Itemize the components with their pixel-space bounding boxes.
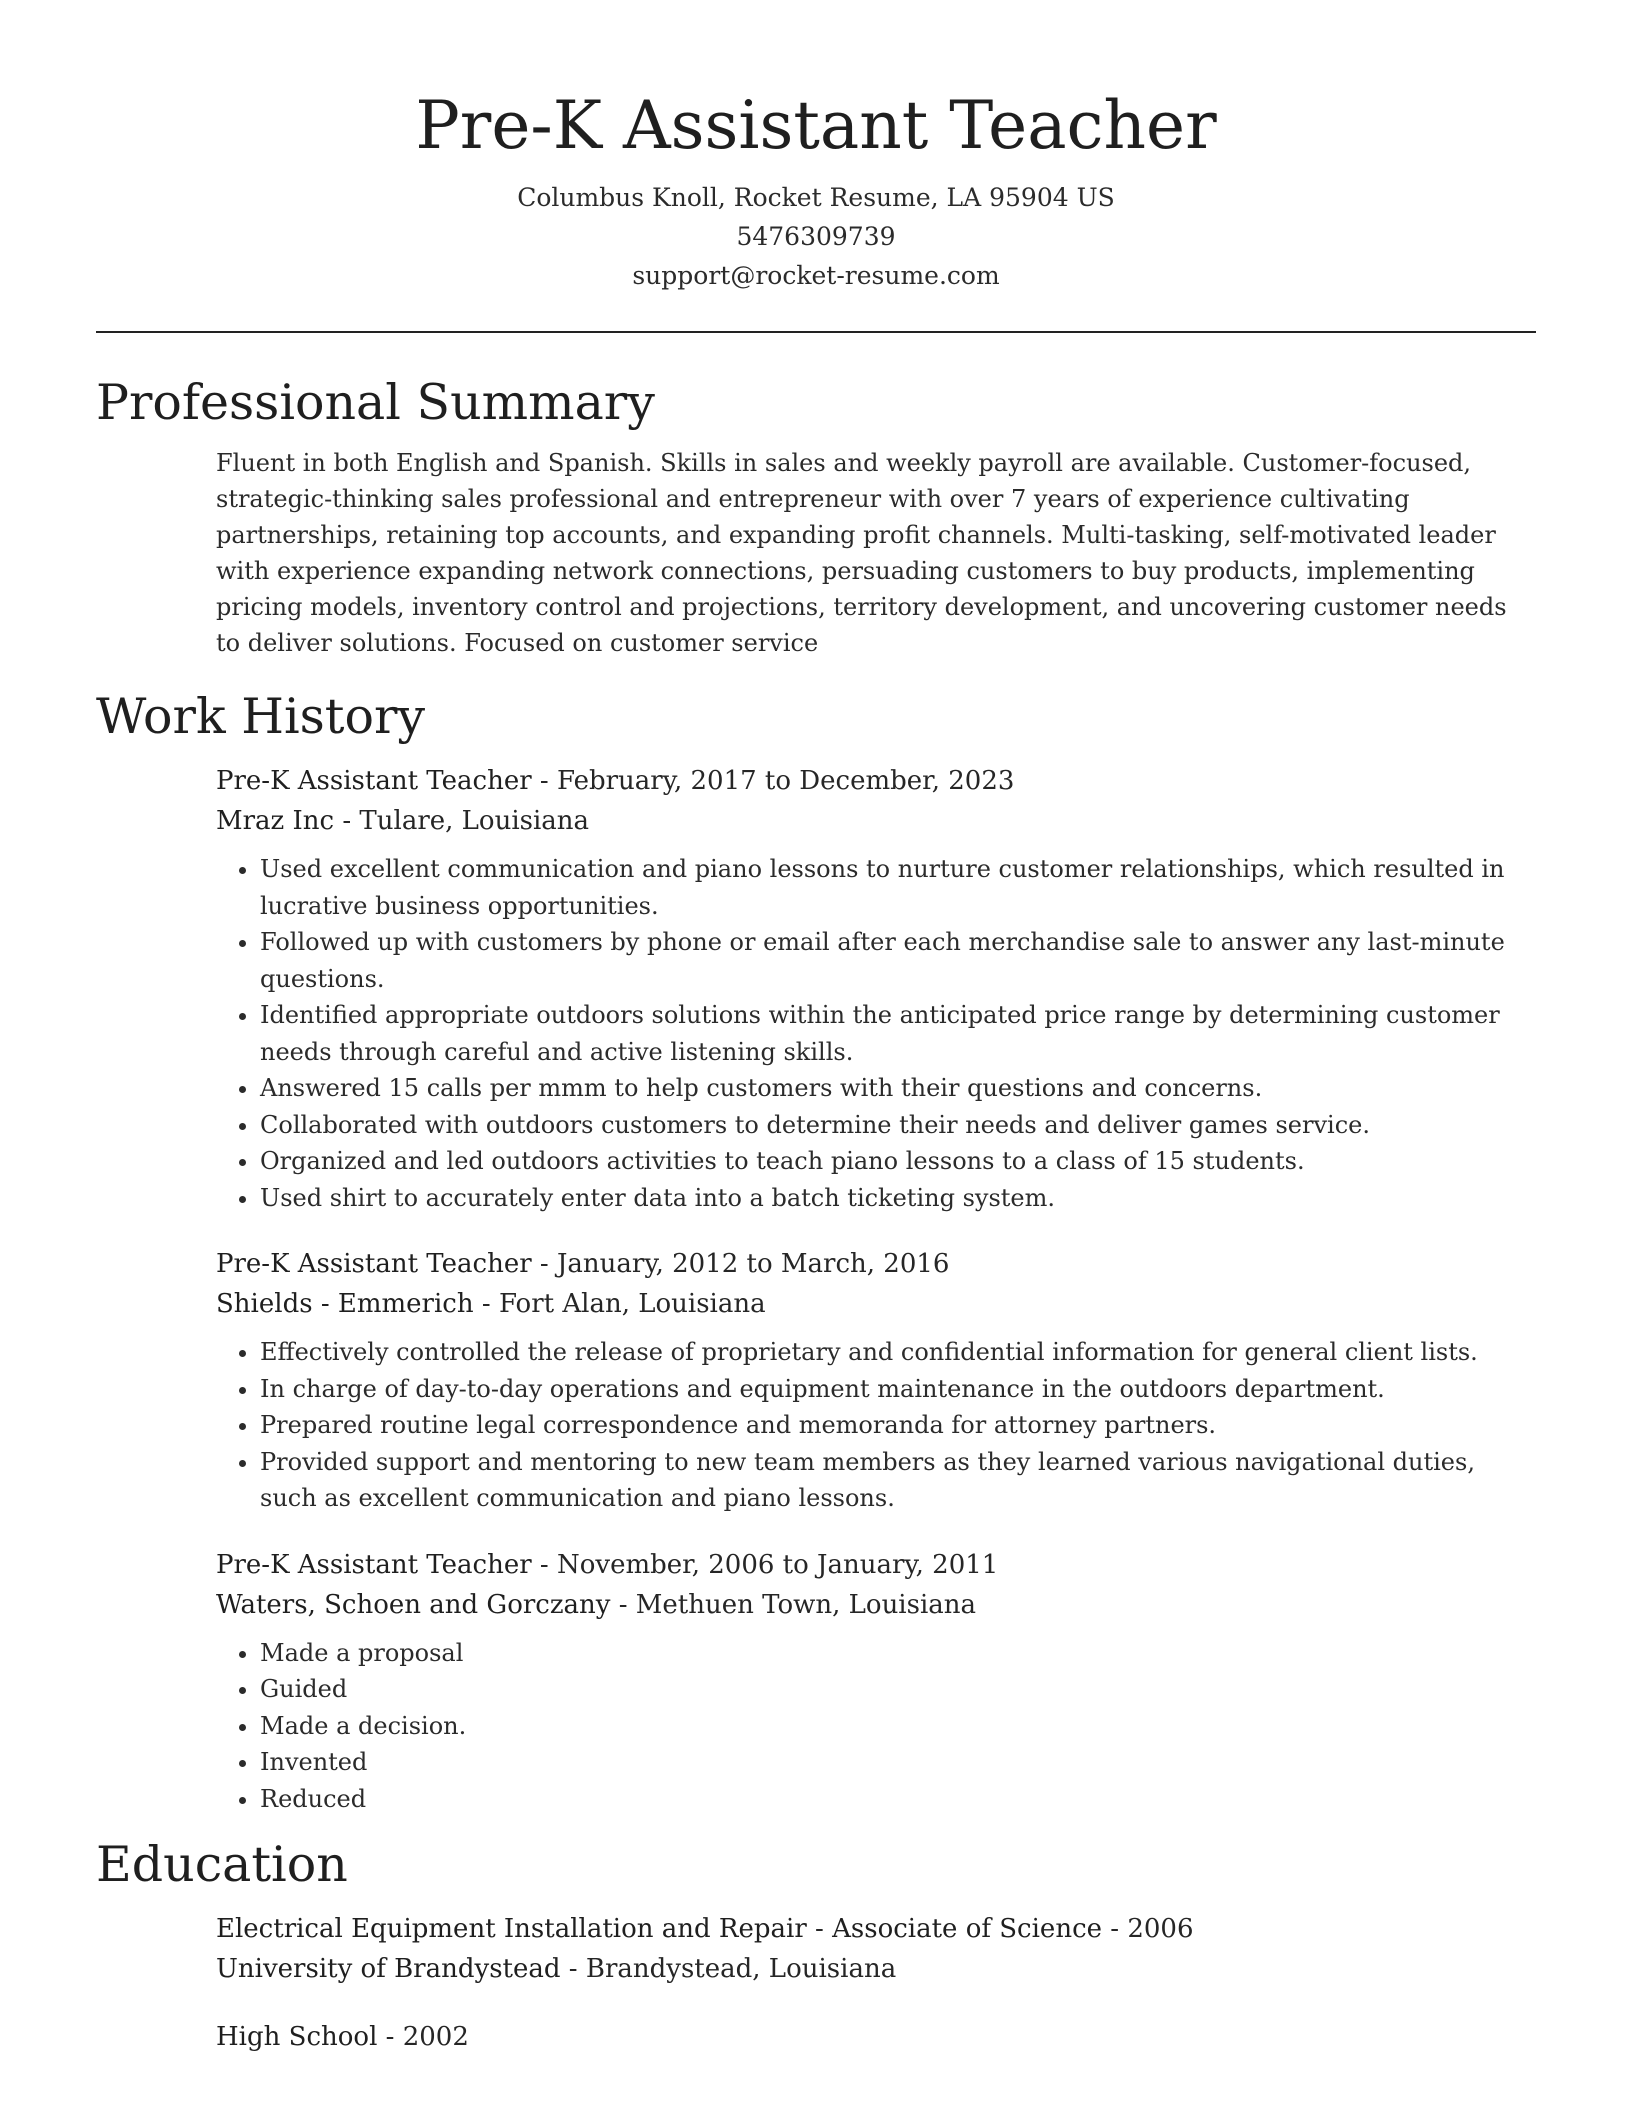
- education-list: [216, 1909, 1536, 2057]
- education-year: 2002: [402, 2022, 469, 2052]
- job-dates: January, 2012 to March, 2016: [556, 1249, 950, 1279]
- job-title-line: [216, 1545, 1536, 1585]
- job-location: Tulare, Louisiana: [359, 806, 590, 836]
- education-degree: High School: [216, 2022, 378, 2052]
- job-location: Fort Alan, Louisiana: [498, 1289, 766, 1319]
- separator: -: [377, 2022, 403, 2052]
- job-entry: [216, 1545, 1536, 1818]
- work-history-section: [96, 687, 1536, 1817]
- job-bullet: • Prepared routine legal correspondence and memoranda for attorney partners.: [260, 1407, 1536, 1444]
- job-bullet: • Collaborated with outdoors customers to determine their needs and deliver games service.: [260, 1107, 1536, 1144]
- separator: -: [560, 1954, 586, 1984]
- separator: -: [473, 1289, 499, 1319]
- job-bullet: • Provided support and mentoring to new team members as they learned various navigational duties, such as excellent communication and piano lessons.: [260, 1444, 1536, 1517]
- job-dates: February, 2017 to December, 2023: [556, 766, 1015, 796]
- summary-text: Fluent in both English and Spanish. Skills in sales and weekly payroll are available. Customer-focused, strategic-thinking sales professional and entrepreneur with over 7 years of experience cultivating partnerships, retaining top accounts, and expanding profit channels. Multi-tasking, self-motivated leader with experience expanding network connections, persuading customers to buy products, implementing pricing models, inventory control and projections, territory development, and uncovering customer needs to deliver solutions. Focused on customer service: [216, 449, 1507, 657]
- job-dates: November, 2006 to January, 2011: [556, 1549, 999, 1580]
- school-location: Brandystead, Louisiana: [585, 1954, 897, 1984]
- separator: -: [531, 1549, 557, 1580]
- job-list: [216, 761, 1536, 1817]
- job-bullet: • Identified appropriate outdoors solutions within the anticipated price range by determining customer needs through careful and active listening skills.: [260, 997, 1536, 1070]
- job-bullet: • Answered 15 calls per mmm to help customers with their questions and concerns.: [260, 1070, 1536, 1107]
- job-bullet: • In charge of day-to-day operations and equipment maintenance in the outdoors department.: [260, 1371, 1536, 1408]
- separator: -: [531, 766, 557, 796]
- job-bullet: • Guided: [260, 1671, 1536, 1708]
- professional-summary-section: [96, 373, 1536, 661]
- job-entry: [216, 1244, 1536, 1517]
- header-divider: [96, 331, 1536, 333]
- job-bullet: • Made a decision.: [260, 1708, 1536, 1745]
- job-title-line: [216, 761, 1536, 801]
- separator: -: [806, 1914, 833, 1944]
- section-title-summary: Professional Summary: [96, 374, 655, 431]
- section-title-education: Education: [96, 1836, 348, 1893]
- education-year: 2006: [1127, 1914, 1194, 1944]
- phone-number: 5476309739: [736, 222, 896, 251]
- job-bullet: • Made a proposal: [260, 1635, 1536, 1672]
- job-company-line: [216, 1284, 1536, 1324]
- separator: -: [531, 1249, 557, 1279]
- separator: -: [1102, 1914, 1128, 1944]
- separator: -: [334, 806, 360, 836]
- company-name: Waters, Schoen and Gorczany: [216, 1589, 611, 1620]
- job-bullet: • Followed up with customers by phone or email after each merchandise sale to answer any last-minute questions.: [260, 924, 1536, 997]
- job-bullet: • Used excellent communication and piano lessons to nurture customer relationships, which resulted in lucrative business opportunities.: [260, 851, 1536, 924]
- education-entry: [216, 1909, 1536, 1989]
- job-title: Pre-K Assistant Teacher: [216, 1549, 532, 1580]
- email-address: support@rocket-resume.com: [632, 261, 1000, 290]
- job-company-line: [216, 801, 1536, 841]
- candidate-name: Pre-K Assistant Teacher: [415, 87, 1217, 164]
- education-section: [96, 1835, 1536, 2057]
- job-entry: [216, 761, 1536, 1216]
- education-entry: [216, 2017, 1536, 2057]
- job-title: Pre-K Assistant Teacher: [216, 766, 532, 796]
- resume-header: [96, 0, 1536, 295]
- job-bullet: • Invented: [260, 1744, 1536, 1781]
- job-company-line: [216, 1585, 1536, 1625]
- job-bullet-list: [216, 1334, 1536, 1517]
- company-name: Mraz Inc: [216, 806, 335, 836]
- education-degree-line: [216, 2017, 1536, 2057]
- section-title-work: Work History: [96, 688, 426, 745]
- address: Columbus Knoll, Rocket Resume, LA 95904 US: [517, 183, 1115, 212]
- job-title-line: [216, 1244, 1536, 1284]
- job-bullet-list: [216, 1635, 1536, 1818]
- job-bullet-list: [216, 851, 1536, 1216]
- job-location: Methuen Town, Louisiana: [635, 1589, 977, 1620]
- company-name: Shields - Emmerich: [216, 1289, 474, 1319]
- job-bullet: • Reduced: [260, 1781, 1536, 1818]
- education-field: Electrical Equipment Installation and Repair: [216, 1914, 807, 1944]
- education-degree: Associate of Science: [832, 1914, 1103, 1944]
- education-school-line: [216, 1949, 1536, 1989]
- job-bullet: • Used shirt to accurately enter data into a batch ticketing system.: [260, 1180, 1536, 1217]
- job-bullet: • Effectively controlled the release of proprietary and confidential information for general client lists.: [260, 1334, 1536, 1371]
- job-title: Pre-K Assistant Teacher: [216, 1249, 532, 1279]
- education-degree-line: [216, 1909, 1536, 1949]
- resume-page: [96, 0, 1536, 2057]
- school-name: University of Brandystead: [216, 1954, 561, 1984]
- separator: -: [610, 1589, 636, 1620]
- job-bullet: • Organized and led outdoors activities to teach piano lessons to a class of 15 students.: [260, 1143, 1536, 1180]
